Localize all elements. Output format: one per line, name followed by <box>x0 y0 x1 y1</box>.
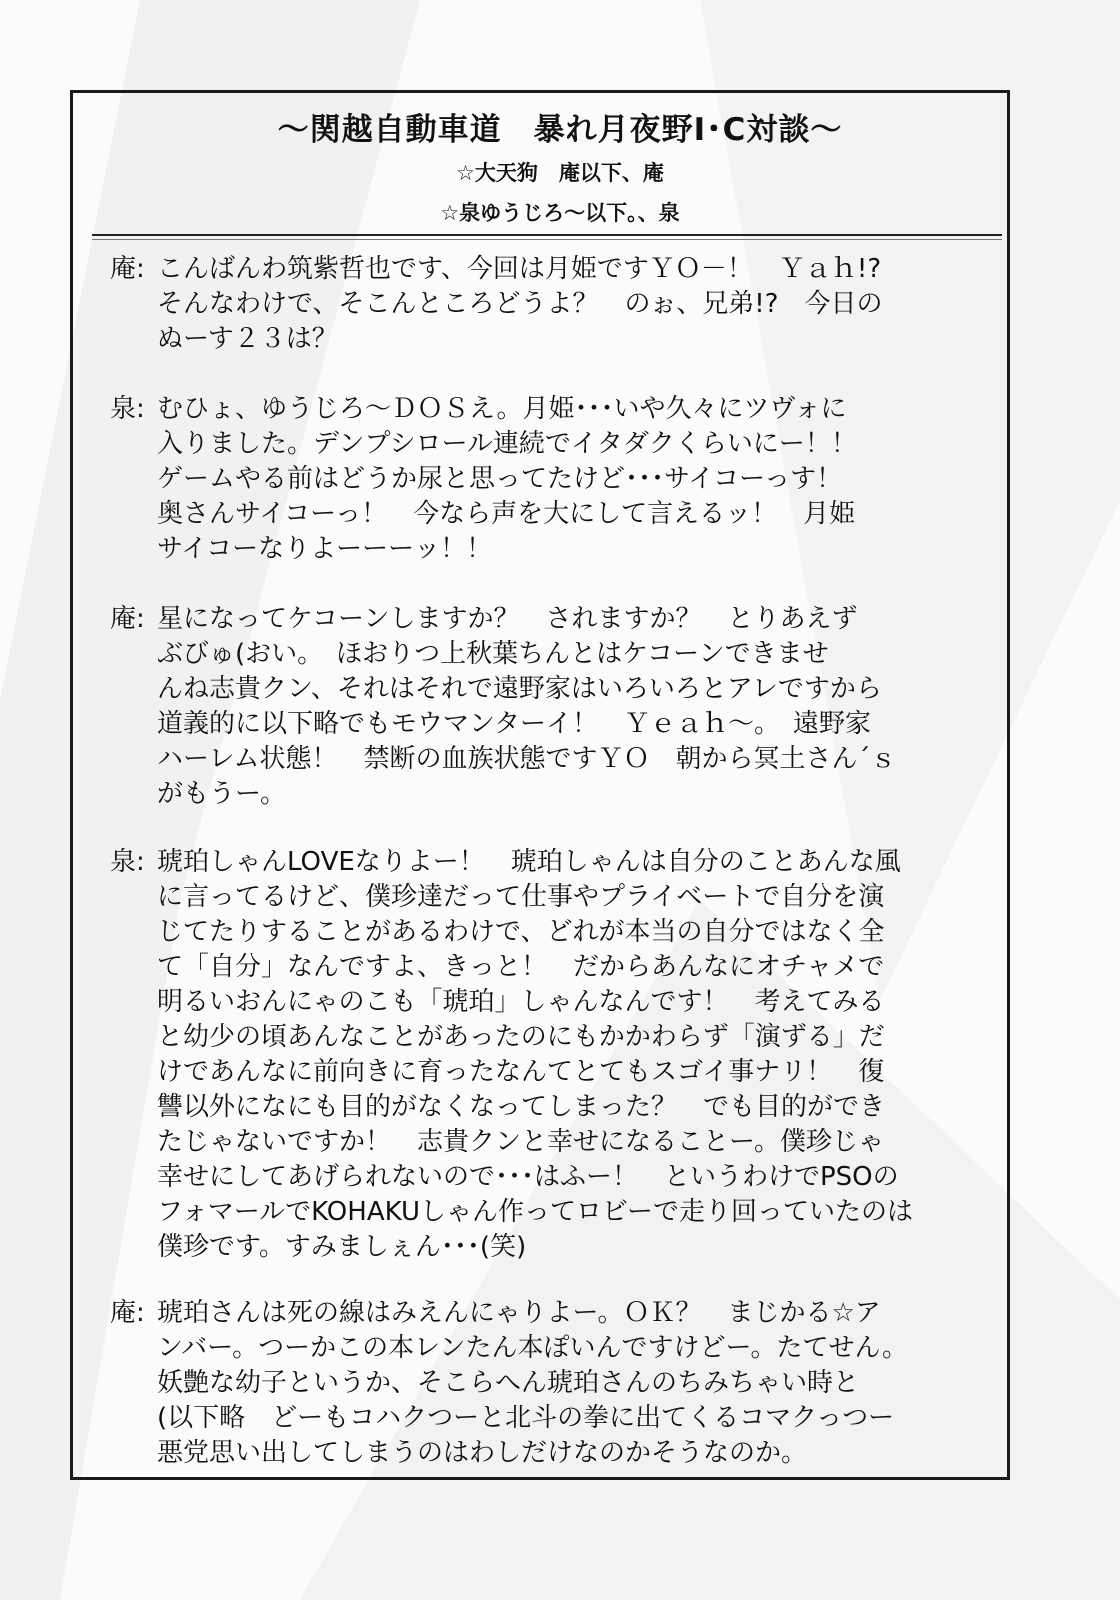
header-divider <box>92 234 1002 240</box>
dialogue-text <box>157 602 896 812</box>
speaker-label: 泉: <box>110 847 145 877</box>
text-line: 星になってケコーンしますか？ されますか？ とりあえず <box>157 604 858 634</box>
text-line: むひょ、ゆうじろ～ＤＯＳえ。月姫･･･いや久々にツヴォに <box>157 394 847 424</box>
text-line: そんなわけで、そこんところどうよ？ のぉ、兄弟!? 今日の <box>157 289 883 319</box>
text-line: じてたりすることがあるわけで、どれが本当の自分ではなく全 <box>157 917 885 947</box>
text-line: ンバー。つーかこの本レンたん本ぽいんですけどー。たてせん。 <box>157 1333 909 1363</box>
text-line: ゲームやる前はどうか尿と思ってたけど･･･サイコーっす！ <box>157 464 843 494</box>
speaker-label: 庵: <box>110 1298 145 1328</box>
text-line: ぶびゅ(おい。 ほおりつ上秋葉ちんとはケコーンできませ <box>157 639 829 669</box>
text-line: 琥珀さんは死の線はみえんにゃりよー。ＯＫ？ まじかる☆ア <box>157 1298 881 1328</box>
text-line: こんばんわ筑紫哲也です、今回は月姫ですＹＯ－！ Ｙａｈ!? <box>157 254 882 284</box>
text-line: 悪党思い出してしまうのはわしだけなのかそうなのか。 <box>157 1438 808 1468</box>
text-line: 明るいおんにゃのこも「琥珀」しゃんなんです！ 考えてみる <box>157 987 885 1017</box>
speaker-label: 泉: <box>110 394 145 424</box>
text-line: に言ってるけど、僕珍達だって仕事やプライベートで自分を演 <box>157 882 885 912</box>
dialogue-text <box>157 392 857 567</box>
text-line: たじゃないですか！ 志貴クンと幸せになることー。僕珍じゃ <box>157 1127 884 1157</box>
speaker-label: 庵: <box>110 254 145 284</box>
text-line: 入りました。デンプシロール連続でイタダクくらいにー！！ <box>157 429 857 459</box>
text-line: がもうー。 <box>157 779 286 809</box>
page-title: ～関越自動車道 暴れ月夜野I･C対談～ <box>277 112 843 148</box>
text-line: 僕珍です。すみましぇん･･･(笑) <box>157 1232 527 1262</box>
text-line: (以下略 どーもコハクつーと北斗の拳に出てくるコマクっつー <box>157 1403 895 1433</box>
text-line: フォマールでKOHAKUしゃん作ってロビーで走り回っていたのは <box>157 1197 913 1227</box>
text-line: と幼少の頃あんなことがあったのにもかかわらず「演ずる」だ <box>157 1022 885 1052</box>
speaker-label: 庵: <box>110 604 145 634</box>
dialogue-text <box>157 845 913 1265</box>
text-line: ハーレム状態！ 禁断の血族状態ですＹＯ 朝から冥土さん´ｓ <box>157 744 897 774</box>
text-line: 琥珀しゃんLOVEなりよー！ 琥珀しゃんは自分のことあんな風 <box>157 847 901 877</box>
dialogue-text <box>157 252 882 357</box>
participant-2: ☆泉ゆうじろ～以下。、泉 <box>440 201 680 225</box>
participant-1: ☆大天狗 庵以下、庵 <box>456 161 664 185</box>
text-line: 讐以外になにも目的がなくなってしまった？ でも目的ができ <box>157 1092 886 1122</box>
text-line: サイコーなりよーーーッ！！ <box>157 534 493 564</box>
text-line: 幸せにしてあげられないので･･･はふー！ というわけでPSOの <box>157 1162 899 1192</box>
text-line: て「自分」なんですよ、きっと！ だからあんなにオチャメで <box>157 952 885 982</box>
text-line: 妖艶な幼子というか、そこらへん琥珀さんのちみちゃい時と <box>157 1368 860 1398</box>
text-line: 道義的に以下略でもモウマンターイ！ Ｙｅａｈ～。 遠野家 <box>157 709 871 739</box>
text-line: んね志貴クン、それはそれで遠野家はいろいろとアレですから <box>157 674 882 704</box>
text-line: けであんなに前向きに育ったなんてとてもスゴイ事ナリ！ 復 <box>157 1057 885 1087</box>
text-line: ぬーす２３は？ <box>157 324 338 354</box>
text-line: 奥さんサイコーっ！ 今なら声を大にして言えるッ！ 月姫 <box>157 499 856 529</box>
dialogue-text <box>157 1296 908 1471</box>
